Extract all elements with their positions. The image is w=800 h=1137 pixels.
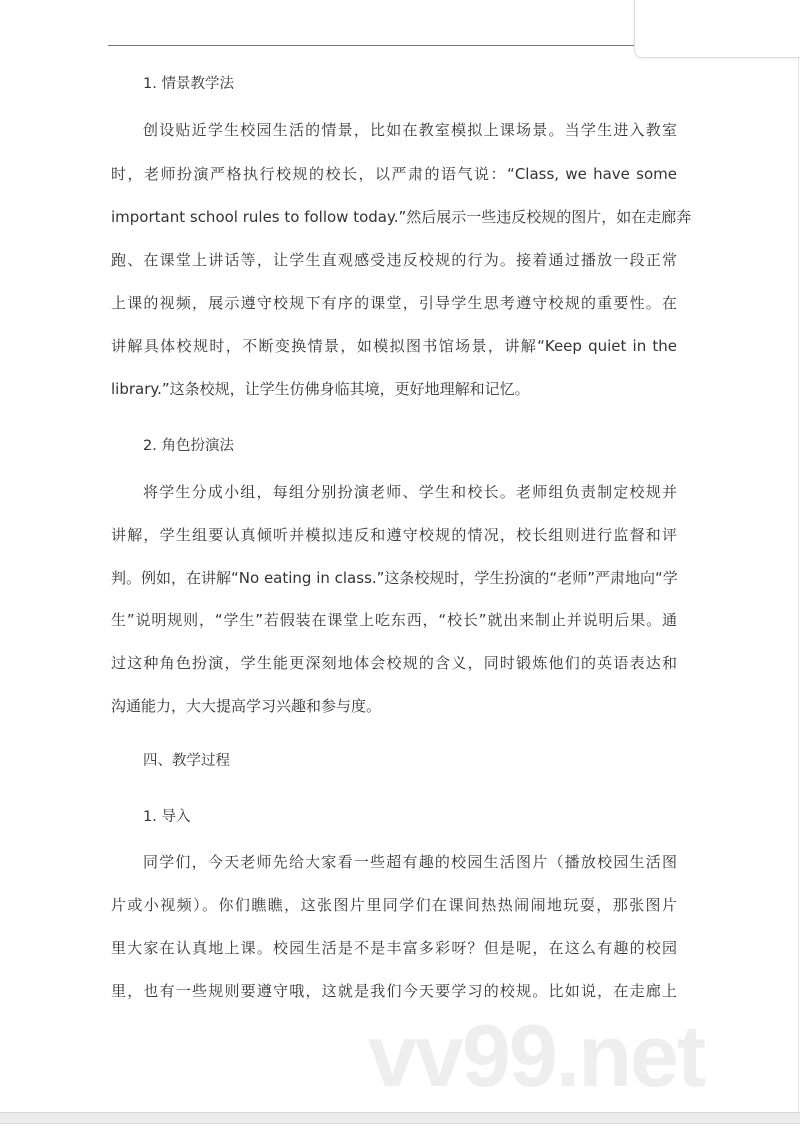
paragraph-line: 过这种角色扮演，学生能更深刻地体会校规的含义，同时锻炼他们的英语表达和 xyxy=(111,654,677,672)
paragraph-line: library.”这条校规，让学生仿佛身临其境，更好地理解和记忆。 xyxy=(111,380,530,398)
section-heading: 2. 角色扮演法 xyxy=(143,438,234,454)
paragraph-line: 沟通能力，大大提高学习兴趣和参与度。 xyxy=(111,697,382,715)
subsection-heading: 1. 导入 xyxy=(143,809,191,825)
section-heading: 四、教学过程 xyxy=(143,753,230,769)
section-heading: 1. 情景教学法 xyxy=(143,76,234,92)
paragraph-line: 里大家在认真地上课。校园生活是不是丰富多彩呀？但是呢，在这么有趣的校园 xyxy=(111,939,677,957)
paragraph-line: 片或小视频）。你们瞧瞧，这张图片里同学们在课间热热闹闹地玩耍，那张图片 xyxy=(111,896,677,914)
paragraph-line: 里，也有一些规则要遵守哦，这就是我们今天要学习的校规。比如说，在走廊上 xyxy=(111,982,677,1000)
paragraph-line: 讲解具体校规时，不断变换情景，如模拟图书馆场景，讲解“Keep quiet in the xyxy=(111,337,677,355)
paragraph-line: 将学生分成小组，每组分别扮演老师、学生和校长。老师组负责制定校规并 xyxy=(143,483,677,501)
paragraph-line: 生”说明规则，“学生”若假装在课堂上吃东西，“校长”就出来制止并说明后果。通 xyxy=(111,611,677,629)
page-edge xyxy=(798,56,799,1112)
paragraph-line: 创设贴近学生校园生活的情景，比如在教室模拟上课场景。当学生进入教室 xyxy=(143,121,677,139)
paragraph-line: 判。例如，在讲解“No eating in class.”这条校规时，学生扮演的“老师”严肃地向“学 xyxy=(111,569,678,587)
page-corner-panel xyxy=(634,0,800,58)
paragraph-line: 上课的视频，展示遵守校规下有序的课堂，引导学生思考遵守校规的重要性。在 xyxy=(111,294,677,312)
watermark: vv99.net xyxy=(368,1006,705,1105)
page-separator xyxy=(0,1112,800,1124)
paragraph-line: important school rules to follow today.”然后展示一些违反校规的图片，如在走廊奔 xyxy=(111,208,692,226)
header-rule xyxy=(108,45,638,46)
paragraph-line: 讲解，学生组要认真倾听并模拟违反和遵守校规的情况，校长组则进行监督和评 xyxy=(111,526,677,544)
paragraph-line: 同学们，今天老师先给大家看一些超有趣的校园生活图片（播放校园生活图 xyxy=(143,853,677,871)
paragraph-line: 时，老师扮演严格执行校规的校长，以严肃的语气说：“Class, we have some xyxy=(111,165,677,183)
paragraph-line: 跑、在课堂上讲话等，让学生直观感受违反校规的行为。接着通过播放一段正常 xyxy=(111,251,677,269)
